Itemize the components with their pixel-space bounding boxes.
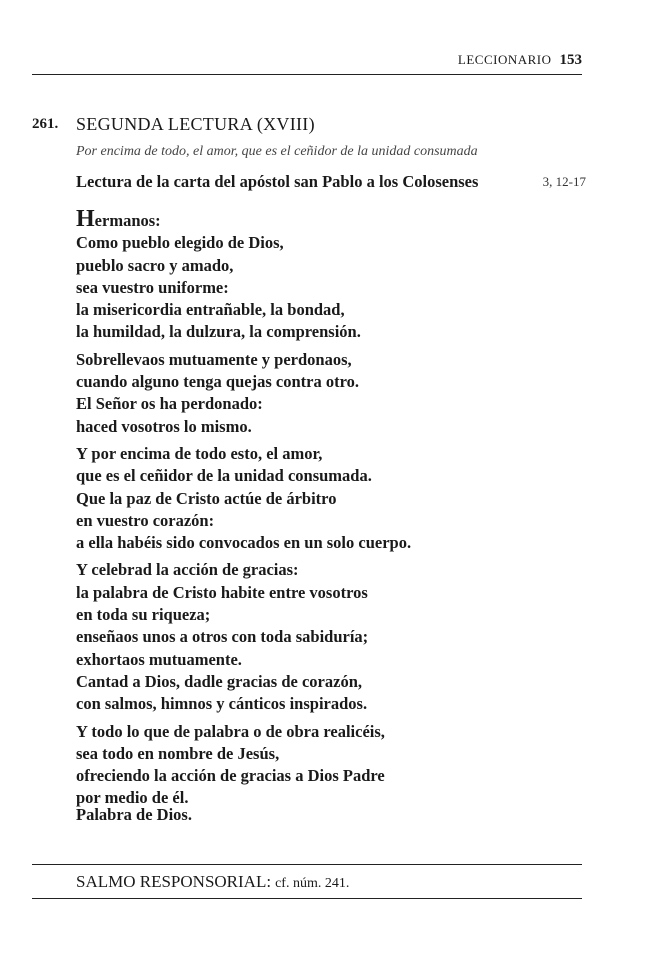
verse-line: por medio de él. [76, 788, 189, 808]
reading-text [76, 208, 596, 815]
entry-title-suffix: (XVIII) [256, 114, 315, 134]
stanza [76, 232, 596, 343]
header-rule [32, 74, 582, 75]
reading-intro [76, 172, 586, 192]
verse-line: que es el ceñidor de la unidad consumada. [76, 466, 372, 486]
verse-line: Y celebrad la acción de gracias: [76, 560, 299, 580]
scripture-reference: 3, 12-17 [542, 174, 586, 189]
greeting [76, 208, 596, 232]
verse-line: exhortaos mutuamente. [76, 649, 242, 669]
entry-title [76, 114, 315, 135]
verse-line: a ella habéis sido convocados en un solo cuerpo. [76, 533, 412, 553]
stanzas [76, 232, 596, 809]
verse-line: Y por encima de todo esto, el amor, [76, 443, 323, 463]
stanza [76, 443, 596, 554]
verse-line: ofreciendo la acción de gracias a Dios Padre [76, 766, 385, 786]
verse-line: en vuestro corazón: [76, 510, 215, 530]
psalm-label: SALMO RESPONSORIAL: [76, 872, 272, 891]
verse-line: Que la paz de Cristo actúe de árbitro [76, 488, 337, 508]
section-name: LECCIONARIO [457, 52, 552, 67]
greeting-rest: ermanos: [94, 211, 161, 230]
psalm-rule-bottom [32, 898, 582, 899]
entry-number: 261. [32, 116, 59, 132]
psalm-reference: cf. núm. 241. [275, 876, 350, 891]
drop-initial: H [76, 206, 95, 232]
verse-line: enseñaos unos a otros con toda sabiduría; [76, 627, 369, 647]
verse-line: sea vuestro uniforme: [76, 277, 229, 297]
verse-line: la misericordia entrañable, la bondad, [76, 300, 345, 320]
verse-line: sea todo en nombre de Jesús, [76, 743, 280, 763]
psalm-note [76, 872, 349, 892]
stanza [76, 349, 596, 438]
verse-line: Y todo lo que de palabra o de obra realicéis, [76, 721, 385, 741]
psalm-rule-top [32, 864, 582, 865]
verse-line: la humildad, la dulzura, la comprensión. [76, 322, 361, 342]
page-number: 153 [559, 52, 582, 68]
verse-line: Como pueblo elegido de Dios, [76, 233, 284, 253]
verse-line: El Señor os ha perdonado: [76, 394, 263, 414]
verse-line: la palabra de Cristo habite entre vosotros [76, 582, 368, 602]
verse-line: haced vosotros lo mismo. [76, 416, 252, 436]
verse-line: en toda su riqueza; [76, 605, 211, 625]
closing-acclamation: Palabra de Dios. [76, 805, 192, 824]
entry-subtitle: Por encima de todo, el amor, que es el ceñidor de la unidad consumada [76, 144, 478, 159]
reading-intro-text: Lectura de la carta del apóstol san Pablo a los Colosenses [76, 172, 479, 191]
verse-line: Cantad a Dios, dadle gracias de corazón, [76, 671, 362, 691]
verse-line: con salmos, himnos y cánticos inspirados. [76, 694, 368, 714]
verse-line: Sobrellevaos mutuamente y perdonaos, [76, 349, 352, 369]
verse-line: cuando alguno tenga quejas contra otro. [76, 372, 359, 392]
stanza [76, 721, 596, 810]
entry-title-text: SEGUNDA LECTURA [76, 114, 253, 134]
stanza [76, 559, 596, 715]
running-header [32, 52, 582, 69]
verse-line: pueblo sacro y amado, [76, 255, 234, 275]
